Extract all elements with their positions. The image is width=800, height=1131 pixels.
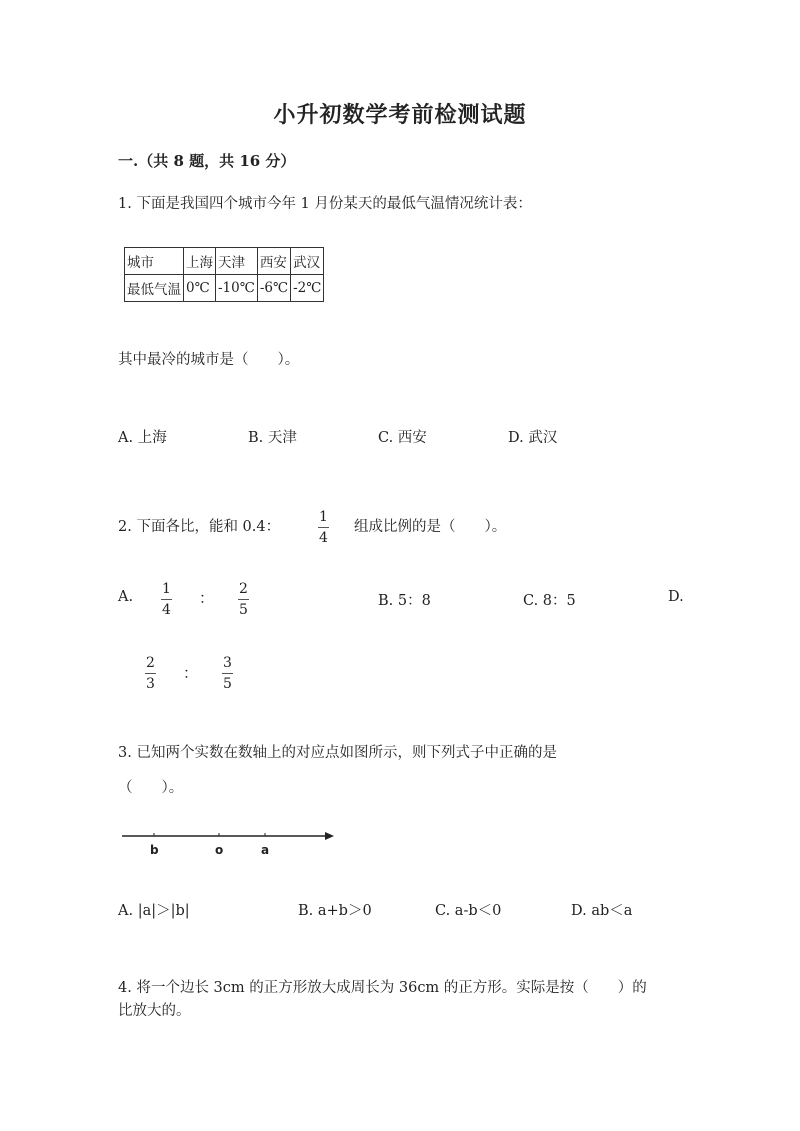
- q2-option-a-label[interactable]: A.: [118, 589, 134, 605]
- q2-option-a-fraction-1: [161, 582, 172, 617]
- arrow-right-icon: [325, 832, 334, 840]
- table-cell: -6℃: [257, 275, 290, 302]
- fraction-bar: [238, 599, 249, 600]
- question-3-line-2: （ ）。: [118, 780, 184, 796]
- table-cell: 西安: [257, 248, 290, 275]
- table-cell: -10℃: [216, 275, 258, 302]
- q1-option-c[interactable]: C. 西安: [378, 430, 427, 446]
- table-row: [125, 248, 324, 275]
- fraction-numerator: 3: [223, 655, 232, 671]
- fraction-one-quarter: [318, 510, 329, 545]
- fraction-bar: [145, 673, 156, 674]
- q3-option-c[interactable]: C. a-b＜0: [435, 903, 502, 919]
- point-label-b: b: [150, 843, 159, 857]
- table-row: [125, 275, 324, 302]
- temperature-table: [124, 247, 324, 302]
- q2-option-b[interactable]: B. 5：8: [378, 593, 431, 609]
- ratio-colon: ：: [199, 589, 215, 607]
- q3-option-b[interactable]: B. a+b＞0: [298, 903, 372, 919]
- fraction-numerator: 1: [162, 581, 171, 597]
- table-cell: 最低气温: [125, 275, 184, 302]
- question-4-line-1: 4. 将一个边长 3cm 的正方形放大成周长为 36cm 的正方形。实际是按（ ）的: [118, 980, 647, 996]
- q2-option-c[interactable]: C. 8：5: [523, 593, 576, 609]
- table-cell: 上海: [184, 248, 216, 275]
- question-2-text-before: 2. 下面各比，能和 0.4：: [118, 519, 281, 535]
- question-2-text-after: 组成比例的是（ ）。: [354, 519, 507, 535]
- table-cell: 城市: [125, 248, 184, 275]
- q2-option-d-fraction-1: [145, 656, 156, 691]
- table-cell: 武汉: [291, 248, 324, 275]
- fraction-bar: [161, 599, 172, 600]
- fraction-bar: [222, 673, 233, 674]
- section-heading: 一.（共 8 题，共 16 分）: [118, 152, 296, 170]
- table-cell: 天津: [216, 248, 258, 275]
- question-3-line-1: 3. 已知两个实数在数轴上的对应点如图所示，则下列式子中正确的是: [118, 745, 557, 761]
- q2-option-d-fraction-2: [222, 656, 233, 691]
- fraction-denominator: 5: [239, 602, 248, 618]
- table-cell: 0℃: [184, 275, 216, 302]
- q3-option-a[interactable]: A. |a|＞|b|: [118, 903, 190, 919]
- question-4-line-2: 比放大的。: [118, 1003, 191, 1019]
- fraction-numerator: 1: [319, 509, 328, 525]
- fraction-denominator: 4: [162, 602, 171, 618]
- question-1-text: 1. 下面是我国四个城市今年 1 月份某天的最低气温情况统计表：: [118, 196, 532, 212]
- fraction-numerator: 2: [239, 581, 248, 597]
- fraction-numerator: 2: [146, 655, 155, 671]
- q2-option-a-fraction-2: [238, 582, 249, 617]
- fraction-denominator: 5: [223, 676, 232, 692]
- number-line: [122, 826, 334, 856]
- point-label-o: o: [215, 843, 224, 857]
- point-label-a: a: [261, 843, 270, 857]
- question-1-prompt: 其中最冷的城市是（ ）。: [118, 352, 300, 368]
- fraction-denominator: 4: [319, 530, 328, 546]
- ratio-colon: ：: [183, 664, 199, 682]
- q3-option-d[interactable]: D. ab＜a: [571, 903, 633, 919]
- q1-option-b[interactable]: B. 天津: [248, 430, 297, 446]
- fraction-denominator: 3: [146, 676, 155, 692]
- table-cell: -2℃: [291, 275, 324, 302]
- q1-option-d[interactable]: D. 武汉: [508, 430, 558, 446]
- q2-option-d-label[interactable]: D.: [668, 589, 684, 605]
- page-title: 小升初数学考前检测试题: [273, 102, 527, 128]
- q1-option-a[interactable]: A. 上海: [118, 430, 167, 446]
- fraction-bar: [318, 527, 329, 528]
